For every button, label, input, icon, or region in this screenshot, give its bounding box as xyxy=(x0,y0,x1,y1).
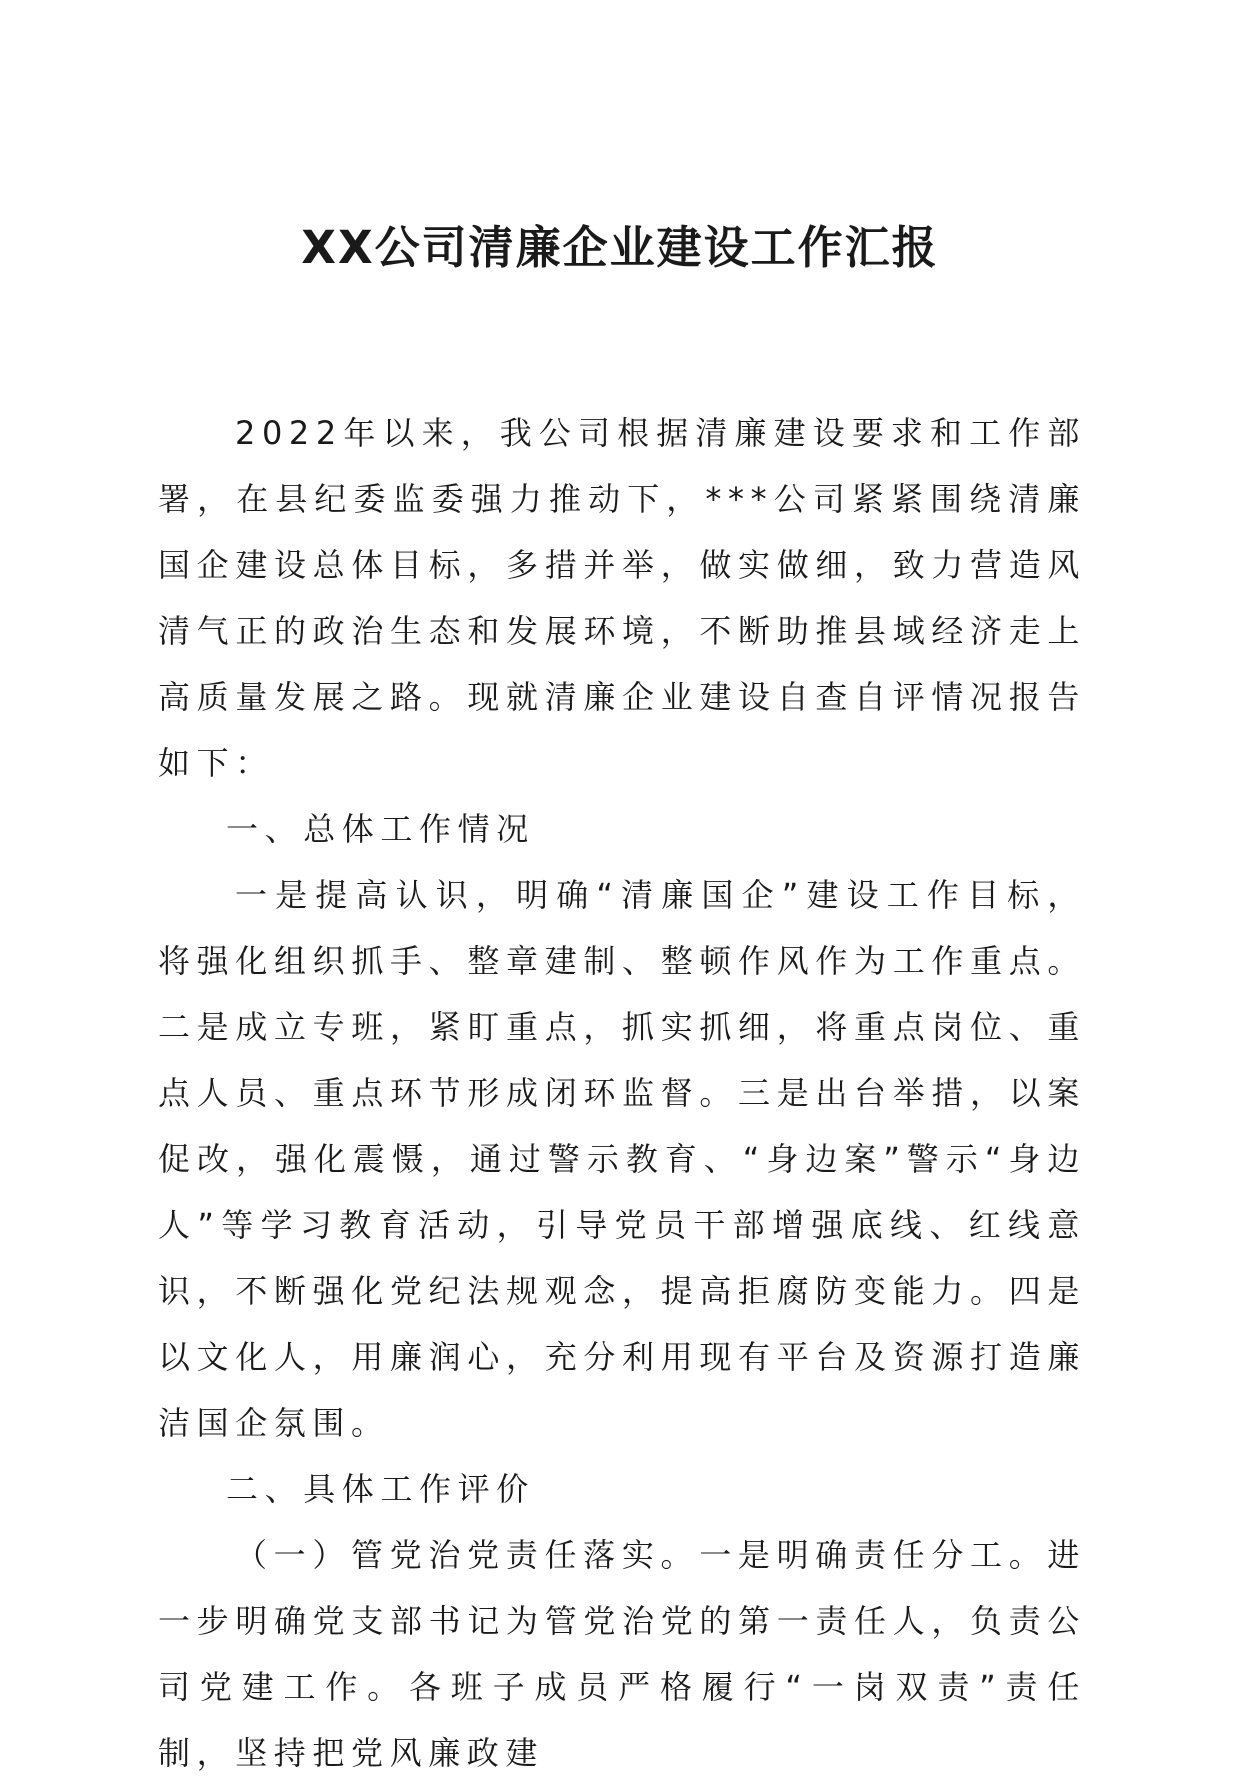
overall-work-paragraph: 一是提高认识，明确“清廉国企”建设工作目标，将强化组织抓手、整章建制、整顿作风作为工作重点。二是成立专班，紧盯重点，抓实抓细，将重点岗位、重点人员、重点环节形成闭环监督。三是出台举措，以案促改，强化震慑，通过警示教育、“身边案”警示“身边人”等学习教育活动，引导党员干部增强底线、红线意识，不断强化党纪法规观念，提高拒腐防变能力。四是以文化人，用廉润心，充分利用现有平台及资源打造廉洁国企氛围。 xyxy=(158,876,1086,1442)
section-heading-evaluation: 二、具体工作评价 xyxy=(226,1470,535,1508)
section-heading-overall: 一、总体工作情况 xyxy=(226,810,535,848)
intro-paragraph: 2022年以来，我公司根据清廉建设要求和工作部署，在县纪委监委强力推动下，***公司紧紧围绕清廉国企建设总体目标，多措并举，做实做细，致力营造风清气正的政治生态和发展环境，不断助推县域经济走上高质量发展之路。现就清廉企业建设自查自评情况报告如下： xyxy=(158,414,1086,782)
document-title: XX公司清廉企业建设工作汇报 xyxy=(301,221,939,274)
document-body xyxy=(158,400,1086,1786)
party-responsibility-paragraph: （一）管党治党责任落实。一是明确责任分工。进一步明确党支部书记为管党治党的第一责任人，负责公司党建工作。各班子成员严格履行“一岗双责”责任制，坚持把党风廉政建 xyxy=(158,1536,1086,1772)
